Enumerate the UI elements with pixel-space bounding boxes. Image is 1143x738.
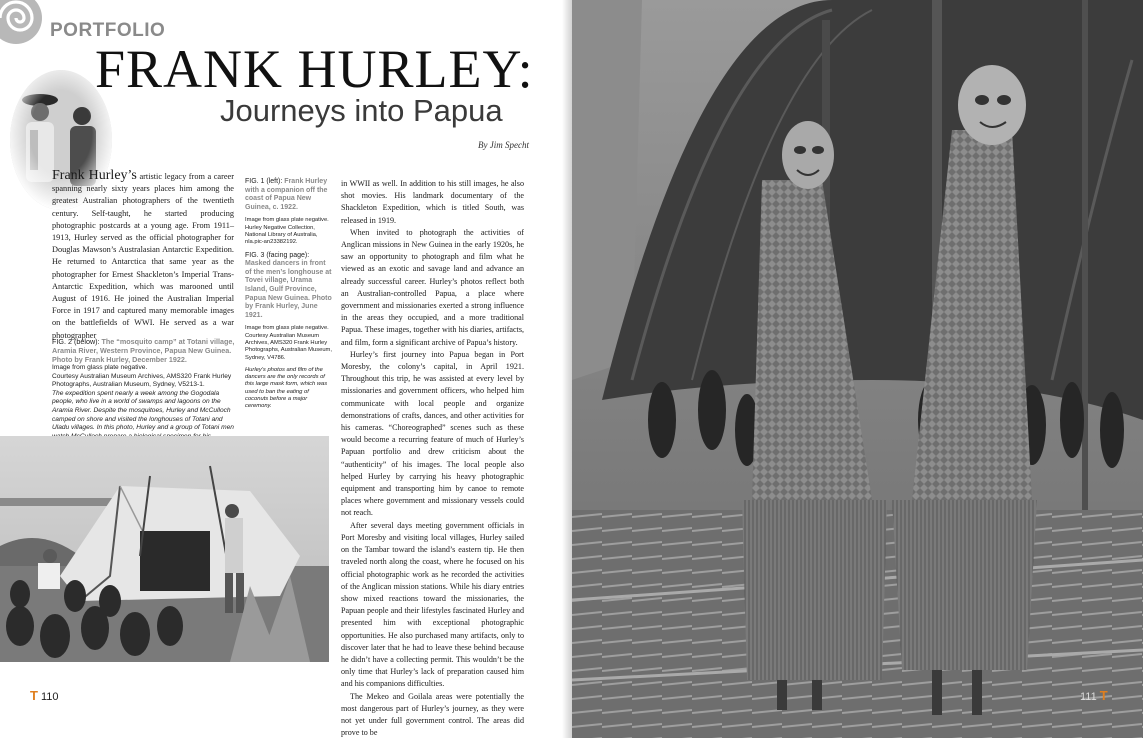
- page-title: FRANK HURLEY:: [95, 39, 534, 99]
- caption-column: [245, 178, 333, 416]
- masked-dancers-photo: [572, 0, 1143, 738]
- fig2-caption: [52, 337, 236, 450]
- page-number-right-text: 111: [1080, 691, 1097, 703]
- body-paragraph: When invited to photograph the activities of Anglican missions in New Guinea in the early 1920s, he saw an opportunity to photograph and film what he viewed as an exotic and savage land and advance an already successful career. Hurley’s photos reflect both an Australian-controlled Papua, a place where government and missionaries exerted a strong influence in the areas they occupied, and a more traditional Papua. These images, together with his diaries, artifacts, and film, form a significant archive of Papua’s history.: [341, 227, 524, 347]
- right-page: [572, 0, 1143, 738]
- page-subtitle: Journeys into Papua: [220, 93, 503, 128]
- fig2-source-1: Image from glass plate negative.: [52, 364, 148, 371]
- byline: By Jim Specht: [478, 140, 529, 150]
- body-paragraph: in WWII as well. In addition to his still images, he also shot movies. His landmark documentary of the Shackleton Expedition, which is titled South, was released in 1919.: [341, 179, 524, 225]
- fig1-title: Frank Hurley with a companion off the coast of Papua New Guinea, c. 1922.: [245, 178, 328, 211]
- fig1-label: FIG. 1 (left):: [245, 178, 285, 185]
- fig2-source-2: Courtesy Australian Museum Archives, AMS320 Frank Hurley Photographs, Australian Museum, Sydney, V5213-1.: [52, 372, 232, 389]
- body-paragraph: The Mekeo and Goilala areas were potentially the most dangerous part of Hurley’s journey, as they were not yet under full government control. The areas did prove to be: [341, 691, 524, 738]
- fig3-note: Hurley’s photos and film of the dancers are the only records of this large mask form, which was used to ban the eating of coconuts before a major ceremony.: [245, 366, 328, 410]
- camp-photo: [0, 436, 329, 662]
- swirl-logo-icon: [0, 0, 50, 50]
- lead-words: Frank Hurley’s: [52, 168, 137, 183]
- body-paragraph: After several days meeting government officials in Port Moresby and visiting local villages, Hurley sailed on the Tambar toward the island’s eastern tip. He then traveled north along the coast, where he focused on his official photographic work as he recorded the activities of the Anglican mission stations. While his diary entries show mixed reactions toward the missionaries, the Papuan people and their lifestyles fascinated Hurley and presented him with exceptional photographic opportunities. He also purchased many artifacts, only to discover later that he had to leave these behind because he didn’t have a collecting permit. This wouldn’t be the only time that Hurley’s lack of preparation caused him and his companions difficulties.: [341, 520, 524, 689]
- folio-mark-left: T: [30, 688, 38, 703]
- body-text: artistic legacy from a career spanning nearly sixty years places him among the greatest Australian photographers of the twentieth century. Self-taught, he started producing photographic postcards at a young age. From 1911–1913, Hurley served as the official photographer for Douglas Mawson’s Australasian Antarctic Expedition. He returned to Antarctica that same year as the photographer for Ernest Shackleton’s Imperial Trans-Antarctic Expedition, which was marooned until August of 1916. He joined the Australian Imperial Force in 1917 and captured many memorable images on the battlefields of WWI. He served as a war photographer: [52, 172, 234, 340]
- page-number-left: [30, 688, 59, 703]
- folio-mark-right: T: [1099, 688, 1108, 703]
- page-gutter: [562, 0, 572, 738]
- fig3-title: Masked dancers in front of the men’s longhouse at Tovei village, Urama Island, Gulf Province, Papua New Guinea. Photo by Frank Hurley, June 1921.: [245, 260, 332, 319]
- section-label: PORTFOLIO: [50, 20, 166, 41]
- body-paragraph: Hurley’s first journey into Papua began in Port Moresby, the colony’s capital, in April 1921. Throughout this trip, he was assisted at every level by missionaries and government officers, who helped him communicate with local people and organize demonstrations of crafts, dances, and other activities for his cameras. “Choreographed” scenes such as these would become a recurring feature of much of Hurley’s Papuan portfolio and drew criticism about the “authenticity” of his images. The local people also helped Hurley by carrying his heavy photographic equipment and transporting him by canoe to remote places where government and missionary vessels could not reach.: [341, 349, 524, 518]
- body-column-1: [52, 170, 234, 342]
- fig3-source: Image from glass plate negative. Courtesy Australian Museum Archives, AMS320 Frank Hurley Photographs, Australian Museum, Sydney, V4786.: [245, 325, 333, 361]
- fig3-label: FIG. 3 (facing page):: [245, 251, 310, 259]
- fig2-note: The expedition spent nearly a week among the Gogodala people, who live in a world of swamps and lagoons on the Aramia River. Despite the mosquitoes, Hurley and McCulloch camped on shore and visited the longhouses of Totani and Uladu villages. In this photo, Hurley and a group of Totani men: [52, 389, 234, 432]
- fig1-source: Image from glass plate negative. Hurley Negative Collection, National Library of Australia, nla.pic-an23382192.: [245, 217, 329, 246]
- page-number-right: [1080, 688, 1108, 703]
- page-number-left-text: 110: [40, 691, 59, 703]
- fig2-title: The “mosquito camp” at Totani village, Aramia River, Western Province, Papua New Guinea. Photo by Frank Hurley, December 1922.: [52, 337, 235, 364]
- body-column-3: [341, 178, 524, 738]
- fig2-label: FIG. 2 (below):: [52, 337, 102, 346]
